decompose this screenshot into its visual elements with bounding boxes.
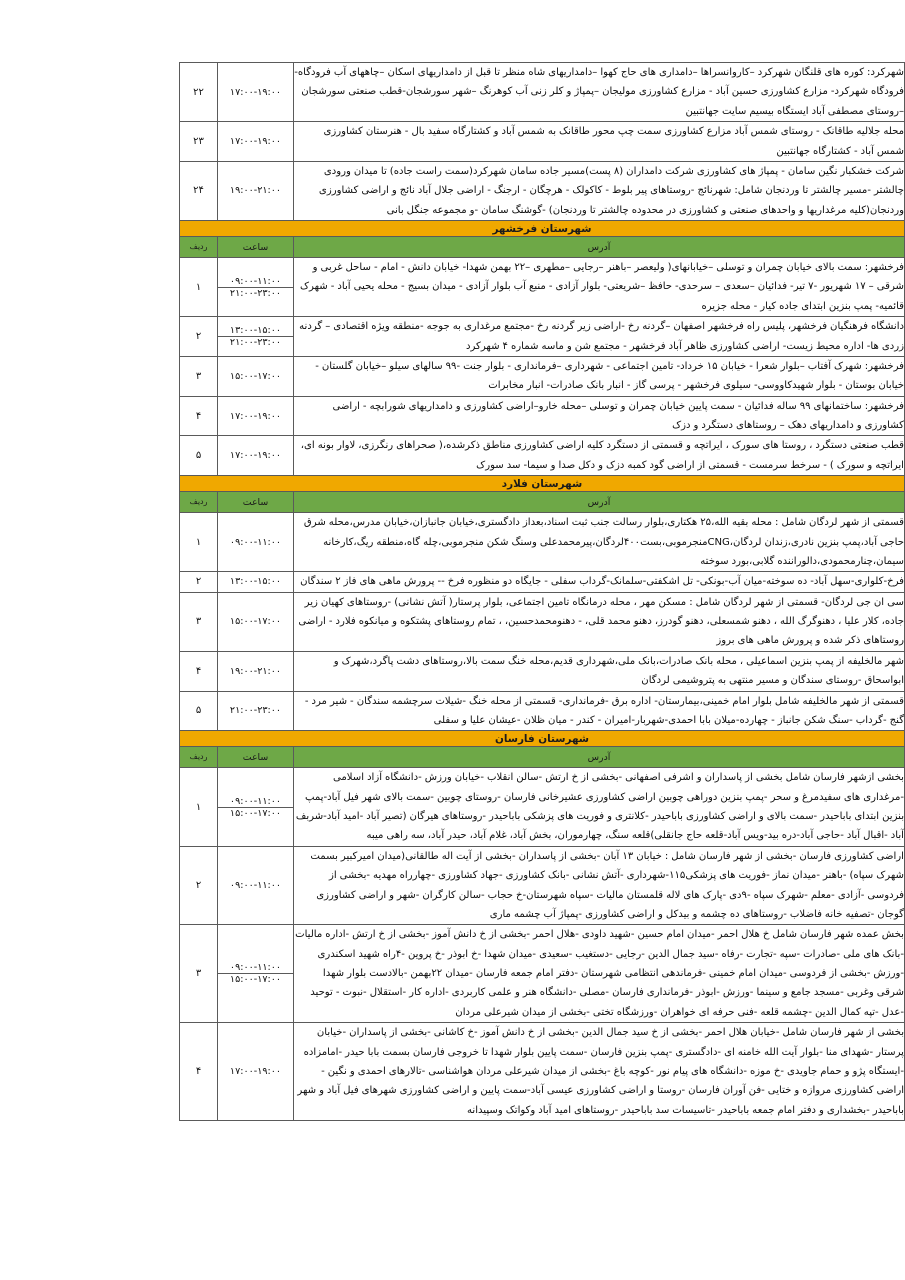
time-cell (218, 768, 294, 847)
address-cell: فرخشهر: سمت بالای خیابان چمران و توسلی –خیابانهای( ولیعصر –باهنر –رجایی –مطهری –۲۲ بهمن شهدا- خیابان دانش - امام - ساحل غربی و شرقی – ۱۷ شهریور -۷ تیر- فدائیان –سعدی – سرحدی- حافظ –شریعتی- بلوار آزادی - منبع آب بلوار آزادی - میدان بسیج - محله یحیی آباد - شهرک قائمیه- پمپ بنزین ابتدای جاده کیار - محله جزیره (294, 258, 905, 317)
table-row (180, 356, 905, 396)
time-cell: ۱۹:۰۰-۲۱:۰۰ (218, 651, 294, 691)
table-row (180, 396, 905, 436)
county-banner-farrokhshahr (180, 221, 905, 237)
table-row (180, 258, 905, 317)
table-row (180, 161, 905, 220)
address-cell: اراضی کشاورزی فارسان -بخشی از شهر فارسان شامل : خیابان ۱۳ آبان -بخشی از پاسداران -بخشی از آیت اله طالقانی(میدان امیرکبیر بسمت شهرک سپاه) -باهنر -میدان نماز -فوریت های پزشکی۱۱۵-شهرداری -آتش نشانی -بانک کشاورزی -جهاد کشاورزی -چهارراه مهدیه -بخشی از فردوسی -آزادی -معلم -شهرک سپاه -۹دی -پارک های لاله قلمستان مالیات -سپاه شهرستان-خ حجاب -سالن کارگران -شهر و اراضی کشاورزی گوجان -تصفیه خانه فاضلاب -روستاهای ده چشمه و بیدکل و اراضی کشاورزی -پمپاژ آب چشمه ماری (294, 846, 905, 925)
table-row (180, 691, 905, 731)
column-header-row-number: ردیف (180, 237, 218, 258)
outage-table-container (180, 62, 905, 1121)
row-number-cell: ۲ (180, 846, 218, 925)
time-cell (218, 258, 294, 317)
column-header-time: ساعت (218, 747, 294, 768)
address-cell: قسمتی از شهر لردگان شامل : محله بقیه الله،۲۵ هکتاری،بلوار رسالت جنب ثبت اسناد،بعداز دادگستری،خیابان جانبازان،خیابان مدرس،محله شرق حاجی آباد،پمپ بنزین نادری،زندان لردگان،CNGمنجرموبی،بست۴۰۰لردگان،پیرمحمدعلی وسنگ شکن منجرموبی،چله گاه،منطقه ریگ،کارخانه سیمان،چنارمحمودی،دالوراننده گلابی،بورد سوخته (294, 513, 905, 572)
time-cell: ۱۵:۰۰-۱۷:۰۰ (218, 356, 294, 396)
county-banner-felard (180, 476, 905, 492)
county-banner-farsan (180, 731, 905, 747)
column-header-row (180, 747, 905, 768)
row-number-cell: ۱ (180, 513, 218, 572)
time-cell: ۱۳:۰۰-۱۵:۰۰ (218, 572, 294, 592)
row-number-cell: ۳ (180, 356, 218, 396)
time-cell (218, 925, 294, 1023)
time-slot: ۱۵:۰۰-۱۷:۰۰ (218, 973, 293, 985)
column-header-row-number: ردیف (180, 747, 218, 768)
table-row (180, 436, 905, 476)
time-cell: ۰۹:۰۰-۱۱:۰۰ (218, 513, 294, 572)
address-cell: بخش عمده شهر فارسان شامل خ هلال احمر -میدان امام حسین -شهید داودی -هلال احمر -بخشی از خ دانش آموز -بخشی از خ ارتش -اداره مالیات -بانک های ملی -صادرات -سپه -تجارت -رفاه -سید جمال الدین -رجایی -دستغیب -سعیدی -میدان شهدا -خ ابوذر -خ پروین -۴راه شهید اسکندری -ورزش -بخشی از فردوسی -میدان امام خمینی -فرماندهی انتظامی شهرستان -دفتر امام جمعه فارسان -میدان ۲۲بهمن -بالادست بلوار شهدا شرقی وغربی -مسجد جامع و سینما -ورزش -ابوذر -فرمانداری فارسان -مصلی -دانشگاه هنر و علمی کاربردی -اداره کار -استقلال -نبوت - توحید -عدل -تپه کمال الدین -چشمه قلعه -فنی حرفه ای خواهران -ورزشگاه تختی -بخشی از میدان شیرعلی مردان (294, 925, 905, 1023)
time-cell: ۱۹:۰۰-۲۱:۰۰ (218, 161, 294, 220)
row-number-cell: ۴ (180, 651, 218, 691)
address-cell: دانشگاه فرهنگیان فرخشهر، پلیس راه فرخشهر اصفهان –گردنه رخ -اراضی زیر گردنه رخ -مجتمع مرغداری به جوجه -منطقه ویژه اقتصادی – گردنه زردی ها- اداره محیط زیست- اراضی کشاورزی ظاهر آباد فرخشهر - مجتمع شن و ماسه شماره ۴ شهرکرد (294, 317, 905, 357)
time-cell: ۱۷:۰۰-۱۹:۰۰ (218, 122, 294, 162)
time-cell (218, 317, 294, 357)
table-row (180, 651, 905, 691)
time-slot: ۲۱:۰۰-۲۳:۰۰ (218, 287, 293, 299)
column-header-address: آدرس (294, 492, 905, 513)
time-slot: ۱۳:۰۰-۱۵:۰۰ (229, 325, 282, 336)
table-row (180, 513, 905, 572)
column-header-address: آدرس (294, 747, 905, 768)
address-cell: فرخشهر: ساختمانهای ۹۹ ساله فدائیان - سمت پایین خیابان چمران و توسلی –محله خارو–اراضی کشاورزی و دامداریهای شورابچه - اراضی کشاورزی و دامداریهای دهک – روستاهای دستگرد و دزک (294, 396, 905, 436)
outage-table-body (180, 63, 905, 1121)
time-slot: ۰۹:۰۰-۱۱:۰۰ (229, 275, 282, 287)
time-slot: ۱۵:۰۰-۱۷:۰۰ (218, 807, 293, 819)
row-number-cell: ۱ (180, 768, 218, 847)
address-cell: شهر مالخلیفه از پمپ بنزین اسماعیلی ، محله بانک صادرات،بانک ملی،شهرداری قدیم،محله خنگ سمت بالا،روستاهای دشت پاگرد،شهرک و ابواسحاق -روستای سندگان و مسیر منتهی به پتروشیمی لردگان (294, 651, 905, 691)
address-cell: شرکت خشکبار نگین سامان - پمپاژ های کشاورزی شرکت دامداران (۸ پست)مسیر جاده سامان شهرکرد(سمت راست جاده) تا میدان ورودی چالشتر -مسیر چالشتر تا وردنجان شامل: شهرنائج -روستاهای پیر بلوط - کاکولک - هرچگان - ارجنگ - اراضی جلال آباد نائج و اراضی کشاورزی وردنجان(کلیه مرغداریها و واحدهای صنعتی و کشاورزی در محدوده چالشتر تا وردنجان) -گوشنگ سامان -و مجموعه جنگل بانی (294, 161, 905, 220)
row-number-cell: ۵ (180, 691, 218, 731)
time-cell: ۱۷:۰۰-۱۹:۰۰ (218, 396, 294, 436)
table-row (180, 1023, 905, 1121)
time-cell: ۱۵:۰۰-۱۷:۰۰ (218, 592, 294, 651)
row-number-cell: ۲ (180, 572, 218, 592)
address-cell: محله جلالیه طاقانک - روستای شمس آباد مزارع کشاورزی سمت چپ محور طاقانک به شمس آباد و کشتارگاه سفید بال - هنرستان کشاورزی شمس آباد - کشتارگاه جهانتبین (294, 122, 905, 162)
county-name: شهرستان فلارد (180, 476, 905, 492)
address-cell: فرخ-کلواری-سهل آباد- ده سوخته-میان آب-بونکی- تل اشکفتی-سلمانک-گرداب سفلی - جایگاه دو منظوره فرخ -- پرورش ماهی های فاز ۲ سندگان (294, 572, 905, 592)
table-row (180, 768, 905, 847)
row-number-cell: ۴ (180, 396, 218, 436)
table-row (180, 122, 905, 162)
column-header-row (180, 492, 905, 513)
column-header-row (180, 237, 905, 258)
outage-schedule-table (179, 62, 905, 1121)
time-slot: ۰۹:۰۰-۱۱:۰۰ (229, 962, 282, 974)
time-slot: ۰۹:۰۰-۱۱:۰۰ (229, 795, 282, 807)
table-row (180, 846, 905, 925)
address-cell: شهرکرد: کوره های قلنگان شهرکرد –کاروانسراها –دامداری های حاج کهوا –دامداریهای شاه منظر تا قبل از دامداریهای اسکان –چاههای آب فرودگاه-فرودگاه شهرکرد- مزارع کشاورزی حسین آباد - مزارع کشاورزی مولیجان –پمپاژ و کلر زنی آب کوهرنگ –شهر سورشجان-قطب صنعتی سورشجان –روستای مصطفی آباد ایستگاه بیسیم سایت جهانتبین (294, 63, 905, 122)
time-cell: ۲۱:۰۰-۲۳:۰۰ (218, 691, 294, 731)
row-number-cell: ۵ (180, 436, 218, 476)
county-name: شهرستان فرخشهر (180, 221, 905, 237)
row-number-cell: ۴ (180, 1023, 218, 1121)
row-number-cell: ۲۳ (180, 122, 218, 162)
table-row (180, 317, 905, 357)
address-cell: قسمتی از شهر مالخلیفه شامل بلوار امام خمینی،بیمارستان- اداره برق -فرمانداری- قسمتی از محله خنگ -شیلات سرچشمه سندگان - شیر مرد - گنج -گرداب -سنگ شکن جانباز - چهارده-میلان بابا احمدی-شهربار-امیران - کندر - میان ظلان -عیشان علیا و سفلی (294, 691, 905, 731)
column-header-row-number: ردیف (180, 492, 218, 513)
address-cell: بخشی ازشهر فارسان شامل بخشی از پاسداران و اشرفی اصفهانی -بخشی از خ ارتش -سالن انقلاب -خیابان ورزش -دانشگاه آزاد اسلامی -مرغداری های سفیدمرغ و سحر -پمپ بنزین دوراهی چوبین اراضی کشاورزی عشیرخانی فارسان -روستای چوبین -سمت بالای شهر فیل آباد-پمپ بنزین ابتدای باباحیدر -سمت بالای و اراضی کشاورزی باباحیدر -کلانتری و فوریت های پزشکی باباحیدر -روستاهای هیرگان (تصیر آباد -امید آباد-شربف آباد -اقبال آباد -حاجی آباد-دره بید-ویس آباد-قلعه حاج جانقلی)قلعه سنگ، چهارموران، بخش آباد، غلام آباد، حیدر آباد، سه راهی میبه (294, 768, 905, 847)
row-number-cell: ۳ (180, 925, 218, 1023)
row-number-cell: ۳ (180, 592, 218, 651)
row-number-cell: ۲۲ (180, 63, 218, 122)
table-row (180, 63, 905, 122)
table-row (180, 925, 905, 1023)
time-slot: ۲۱:۰۰-۲۳:۰۰ (218, 336, 293, 348)
time-cell: ۱۷:۰۰-۱۹:۰۰ (218, 63, 294, 122)
row-number-cell: ۲۴ (180, 161, 218, 220)
column-header-time: ساعت (218, 237, 294, 258)
address-cell: سی ان جی لردگان- قسمتی از شهر لردگان شامل : مسکن مهر ، محله درمانگاه تامین اجتماعی، بلوار پرستار( آتش نشانی) -روستاهای کهیان زیر جاده، کلار علیا ، دهنوگرگ الله ، دهنو شمسعلی، دهنو گودرز، دهنو محمد قلی، - دهنومحمدحسین، ، تمام روستاهای پشتکوه و میانکوه فلارد - اراضی روستاهای ذکر شده و پرورش ماهی های بروز (294, 592, 905, 651)
time-cell: ۱۷:۰۰-۱۹:۰۰ (218, 1023, 294, 1121)
column-header-time: ساعت (218, 492, 294, 513)
county-name: شهرستان فارسان (180, 731, 905, 747)
row-number-cell: ۲ (180, 317, 218, 357)
time-cell: ۱۷:۰۰-۱۹:۰۰ (218, 436, 294, 476)
time-cell: ۰۹:۰۰-۱۱:۰۰ (218, 846, 294, 925)
table-row (180, 592, 905, 651)
table-row (180, 572, 905, 592)
address-cell: فرخشهر: شهرک آفتاب –بلوار شعرا - خیابان ۱۵ خرداد- تامین اجتماعی - شهرداری –فرمانداری - بلوار جنت -۹۹ سالهای سیلو –خیابان گلستان - خیابان بوستان - بلوار شهیدکاووسی- سیلوی فرخشهر - پرسی گاز - انبار بانک صادرات- انبار مخابرات (294, 356, 905, 396)
row-number-cell: ۱ (180, 258, 218, 317)
address-cell: بخشی از شهر فارسان شامل -خیابان هلال احمر -بخشی از خ سید جمال الدین -بخشی از خ دانش آموز -خ کاشانی -بخشی از پاسداران -خیابان پرستار -شهدای منا -بلوار آیت الله خامنه ای -دادگستری -پمپ بنزین فارسان -سمت پایین بلوار شهدا تا خروجی فارسان بسمت بابا حیدر -امامزاده -ایستگاه پژو و حمام جاویدی -خ موزه -دانشگاه های پیام نور -کوچه باغ -بخشی از میدان شیرعلی مردان هواشناسی -تالارهای احمدی و نگین - اراضی کشاورزی مروازه و ختایی -فن آوران فارسان -روستا و اراضی کشاورزی عیسی آباد-سمت پایین و اراضی کشاورزی شهرهای فیل آباد و شهر باباحیدر -بخشداری و دفتر امام جمعه باباحیدر -تاسیسات سد باباحیدر -روستاهای امید آباد وکواتک وسپیدانه (294, 1023, 905, 1121)
column-header-address: آدرس (294, 237, 905, 258)
address-cell: قطب صنعتی دستگرد ، روستا های سورک ، ایراتچه و قسمتی از دستگرد کلیه اراضی کشاورزی مناطق ذکرشده،( صحراهای رنگرزی، لاوار بونه ای، ایراتچه و سورک ) - سرخط سرمست - قسمتی از اراضی گود کمبه دزک و دکل صدا و سیما- سد سورک (294, 436, 905, 476)
